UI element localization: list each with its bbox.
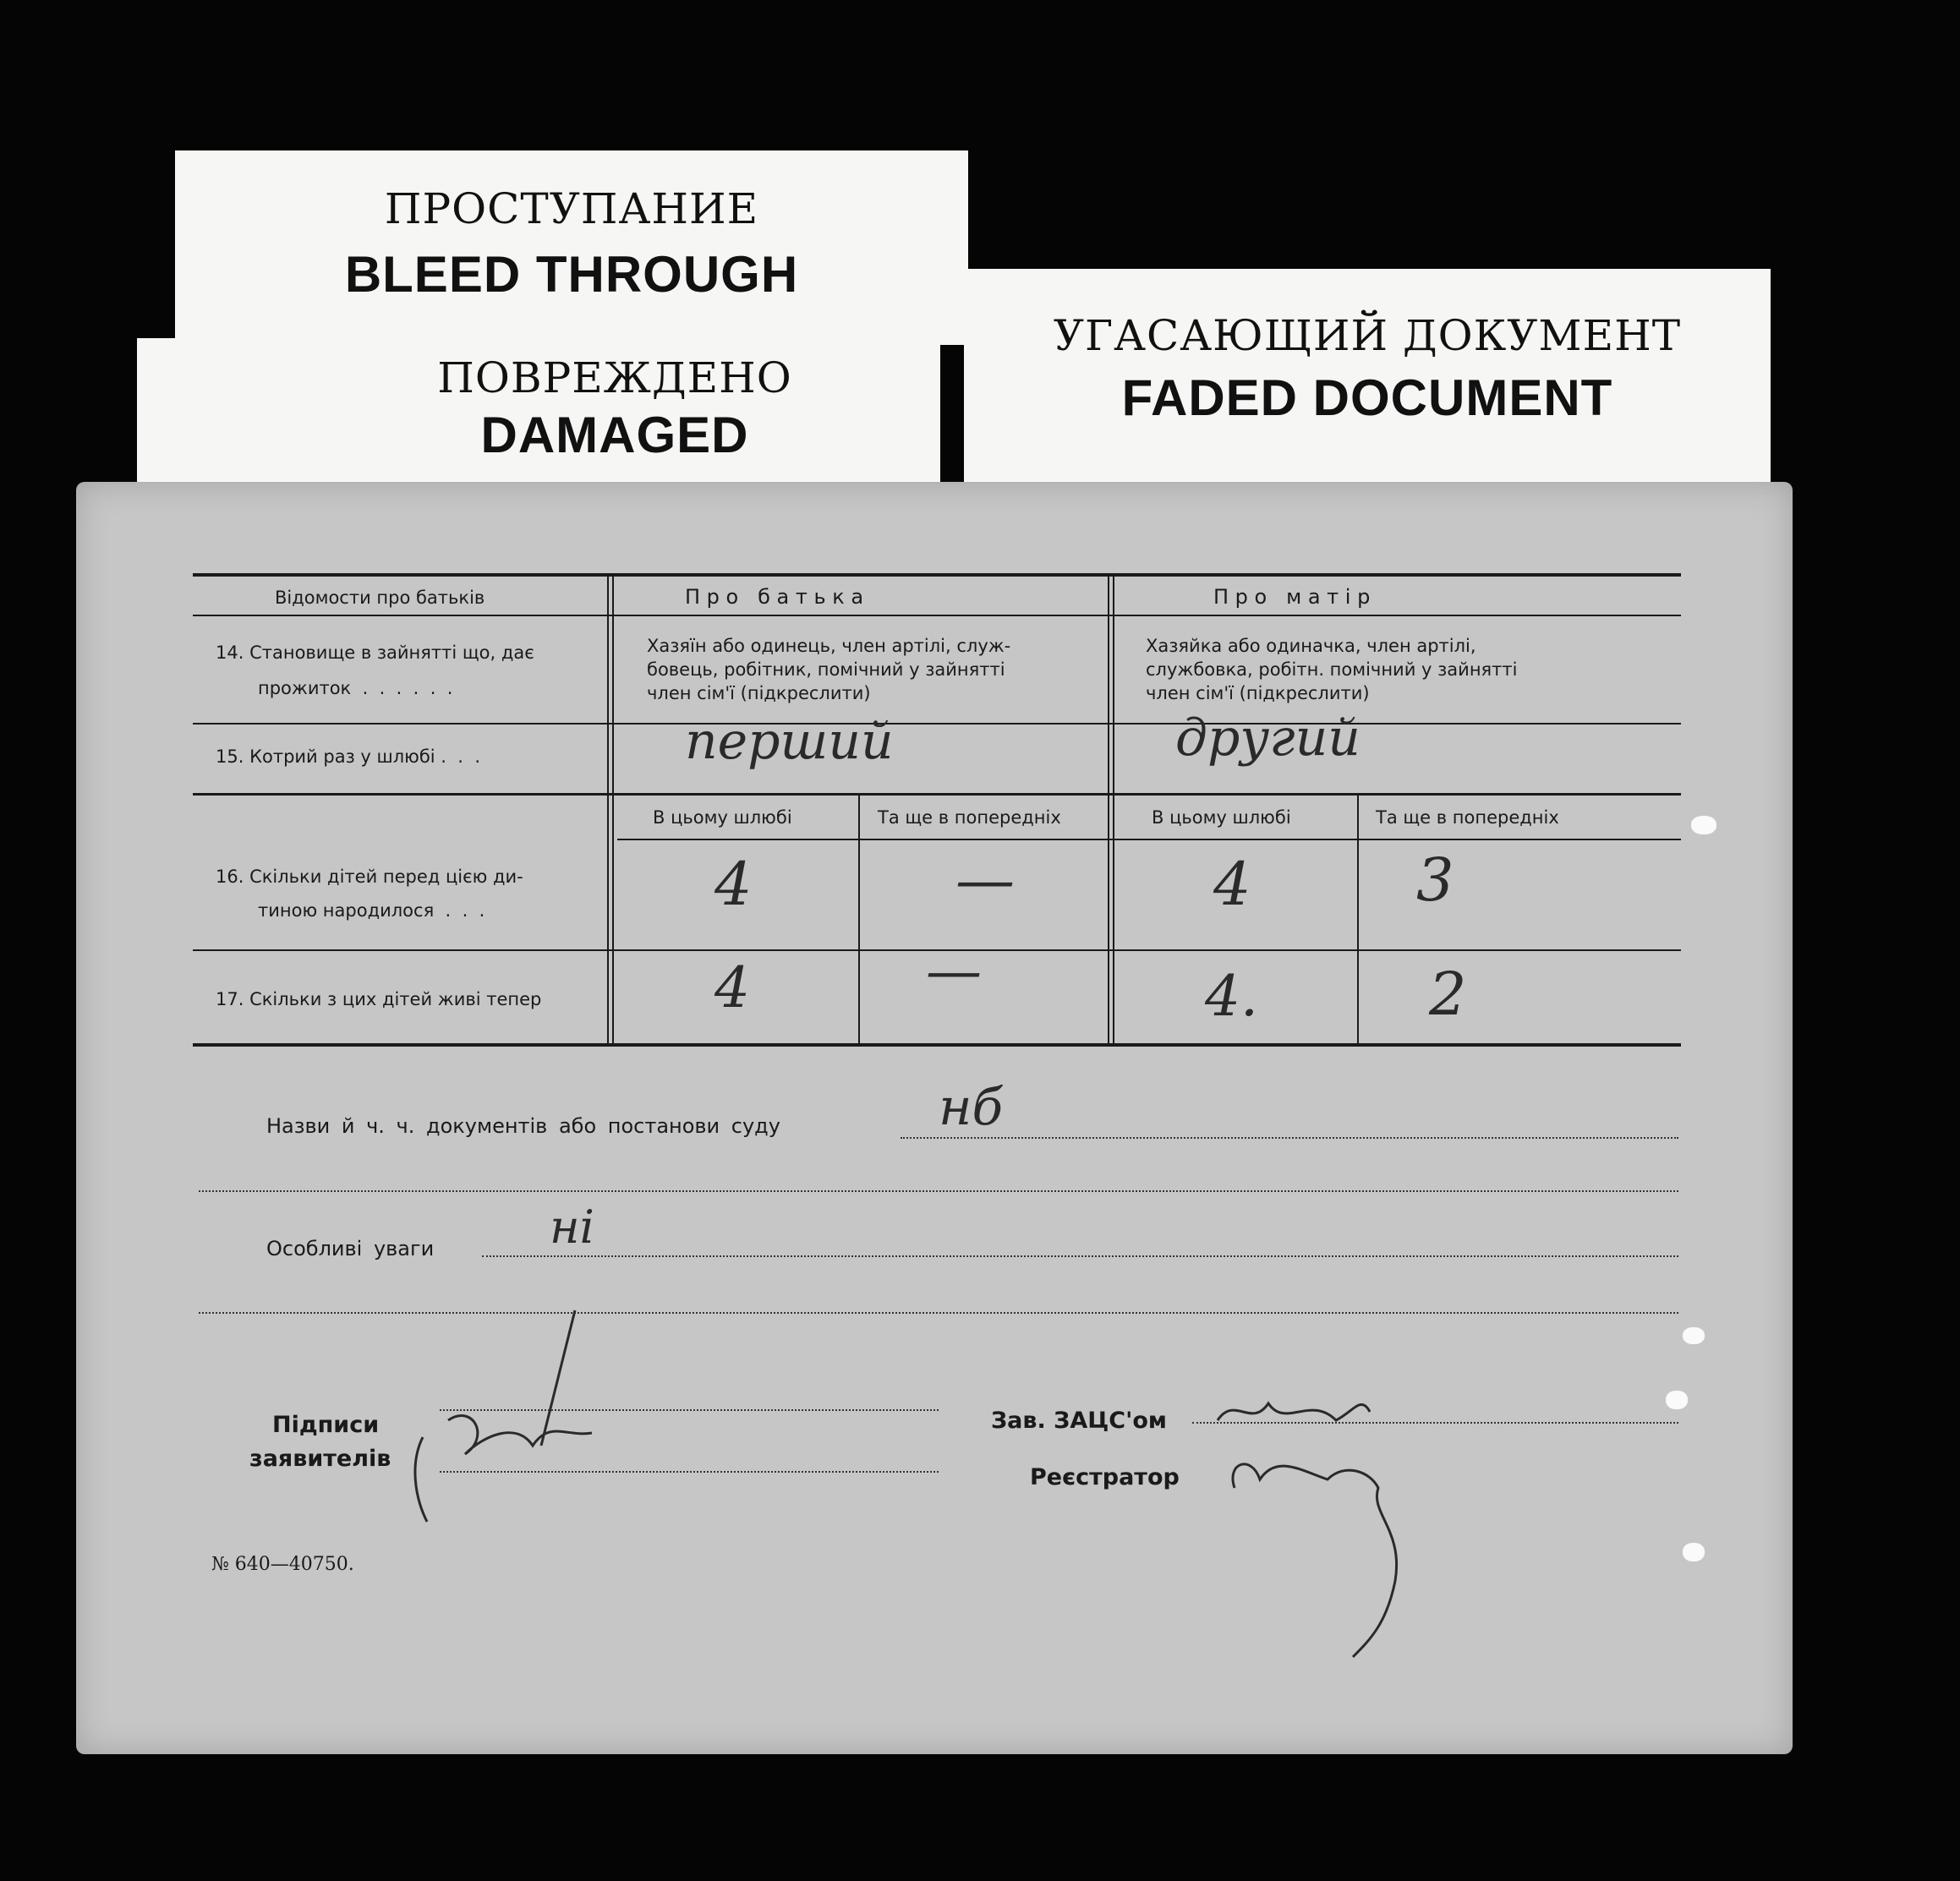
row14-mother-3: член сім'ї (підкреслити) — [1146, 683, 1370, 703]
header-rule — [193, 615, 1681, 616]
faded-document-ru: УГАСАЮЩИЙ ДОКУМЕНТ — [1053, 311, 1682, 360]
row14-mother-1: Хазяйка або одиначка, член артілі, — [1146, 636, 1476, 656]
applicant-line-2 — [440, 1471, 939, 1473]
documents-handwriting: нб — [939, 1078, 1004, 1137]
applicants-label-1: Підписи — [272, 1412, 380, 1438]
table-bottom-rule — [193, 1043, 1681, 1047]
row15-father-handwriting: перший — [685, 712, 894, 771]
applicant-signature — [406, 1293, 626, 1564]
punch-hole — [1683, 1327, 1705, 1344]
vrule-2 — [1108, 573, 1109, 1047]
row17-father-this: 4 — [714, 955, 750, 1020]
row14-mother-2: службовка, робітн. помічний у зайнятті — [1146, 659, 1518, 680]
row14-father-3: член сім'ї (підкреслити) — [647, 683, 871, 703]
head-label: Зав. ЗАЦС'ом — [991, 1408, 1167, 1434]
bleed-through-en: BLEED THROUGH — [344, 246, 799, 303]
row16-father-prev: — — [955, 845, 1015, 915]
registrar-label: Реєстратор — [1030, 1464, 1180, 1490]
remarks-line — [482, 1255, 1678, 1257]
punch-hole — [1666, 1391, 1688, 1409]
applicant-line-1 — [440, 1409, 939, 1411]
official-signatures — [1209, 1361, 1547, 1699]
row17-mother-this: 4. — [1205, 964, 1258, 1029]
subheader-mother-this: В цьому шлюбі — [1152, 807, 1291, 828]
row14-father-2: бовець, робітник, помічний у зайнятті — [647, 659, 1005, 680]
row16-mother-prev: 3 — [1416, 845, 1454, 915]
damaged-en: DAMAGED — [480, 407, 749, 463]
row14-label-2: прожиток . . . . . . — [258, 678, 453, 698]
vrule-1 — [607, 573, 609, 1047]
row16-label-1: 16. Скільки дітей перед цією ди- — [216, 867, 523, 887]
remarks-handwriting: ні — [550, 1200, 594, 1254]
punch-hole — [1691, 816, 1716, 834]
row15-label: 15. Котрий раз у шлюбі . . . — [216, 746, 481, 767]
row16-father-this: 4 — [714, 850, 753, 919]
row17-father-prev: — — [926, 938, 982, 1003]
documents-line-2 — [199, 1190, 1678, 1192]
row15-mother-handwriting: другий — [1175, 708, 1361, 768]
vrule-1b — [612, 573, 614, 1047]
subheader-father-prev: Та ще в попередніх — [878, 807, 1061, 828]
damaged-card — [137, 338, 940, 486]
bleed-through-ru: ПРОСТУПАНИЕ — [384, 184, 759, 233]
faded-document-card — [964, 269, 1771, 497]
bleed-through-card — [175, 150, 968, 345]
vrule-mother-split — [1357, 795, 1359, 1047]
row16-mother-this: 4 — [1213, 850, 1251, 919]
row17-mother-prev: 2 — [1429, 960, 1467, 1029]
vrule-father-split — [858, 795, 860, 1047]
subheader-mother-prev: Та ще в попередніх — [1376, 807, 1559, 828]
damaged-ru: ПОВРЕЖДЕНО — [437, 353, 792, 402]
header-father: П р о б а т ь к а — [685, 585, 864, 609]
subheader-rule — [617, 839, 1681, 840]
form-sheet — [76, 482, 1793, 1754]
subheader-father-this: В цьому шлюбі — [653, 807, 792, 828]
applicants-label-2: заявителів — [249, 1446, 391, 1472]
table-top-rule — [193, 573, 1681, 577]
vrule-2b — [1113, 573, 1114, 1047]
remarks-label: Особливі уваги — [266, 1237, 435, 1260]
row14-rule — [193, 723, 1681, 725]
documents-line — [901, 1137, 1678, 1139]
header-parents-info: Відомости про батьків — [275, 588, 485, 608]
row17-label: 17. Скільки з цих дітей живі тепер — [216, 989, 542, 1009]
row15-rule — [193, 793, 1681, 796]
documents-label: Назви й ч. ч. документів або постанови суду — [266, 1114, 780, 1138]
punch-hole — [1683, 1543, 1705, 1561]
row14-father-1: Хазяїн або одинець, член артілі, служ- — [647, 636, 1011, 656]
row14-label-1: 14. Становище в зайнятті що, дає — [216, 642, 534, 663]
header-mother: П р о м а т і р — [1213, 585, 1371, 609]
faded-document-en: FADED DOCUMENT — [1121, 369, 1613, 426]
row16-label-2: тиною народилося . . . — [258, 900, 485, 921]
form-number: № 640—40750. — [211, 1554, 354, 1575]
